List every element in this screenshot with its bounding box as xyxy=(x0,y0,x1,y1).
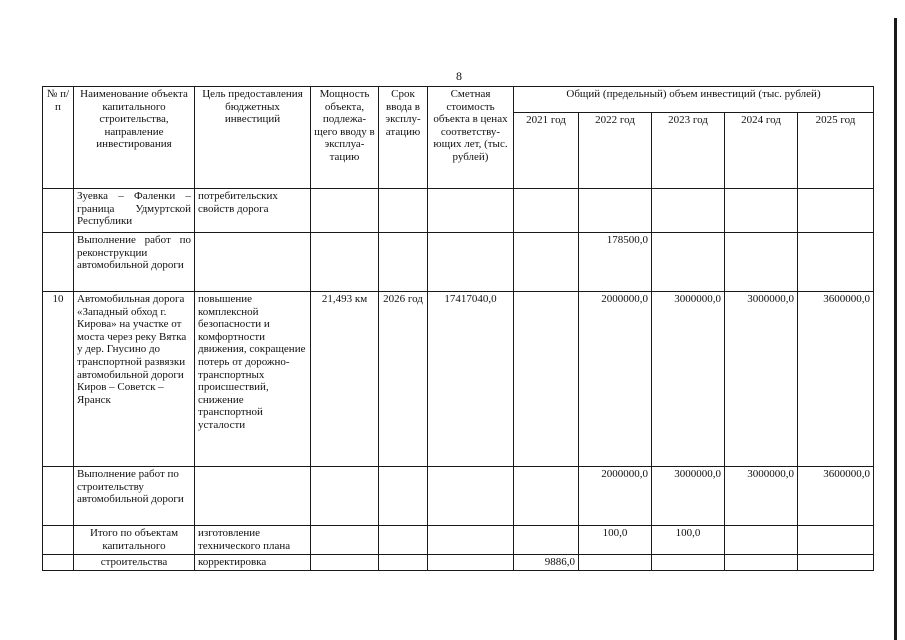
cell-2021 xyxy=(514,233,579,292)
table-row xyxy=(43,467,874,526)
cell-2023 xyxy=(652,189,725,233)
cell-2022 xyxy=(579,189,652,233)
cell-term xyxy=(379,555,428,571)
cell-term xyxy=(379,467,428,526)
table-row xyxy=(43,292,874,467)
cell-capacity xyxy=(311,189,379,233)
cell-name: Автомобильная дорога «Западный обход г. Кирова» на участке от моста через реку Вятка у дер. Гнусино до транспортной развязки автомобильной дороги Киров – Советск – Яранск xyxy=(74,292,195,467)
cell-2024: 3000000,0 xyxy=(725,292,798,467)
cell-2025 xyxy=(798,189,874,233)
header-term: Срок ввода в эксплу-атацию xyxy=(379,87,428,189)
cell-goal xyxy=(195,233,311,292)
cell-num xyxy=(43,526,74,555)
cell-term xyxy=(379,189,428,233)
cell-2024 xyxy=(725,233,798,292)
header-capacity: Мощность объекта, подлежа-щего вводу в эксплуа-тацию xyxy=(311,87,379,189)
cell-2024 xyxy=(725,189,798,233)
page-number: 8 xyxy=(456,69,462,83)
cell-capacity xyxy=(311,233,379,292)
cell-capacity xyxy=(311,555,379,571)
cell-term xyxy=(379,526,428,555)
cell-2025: 3600000,0 xyxy=(798,292,874,467)
header-name: Наименование объекта капитального строительства, направление инвестирования xyxy=(74,87,195,189)
cell-capacity xyxy=(311,467,379,526)
cell-2023: 3000000,0 xyxy=(652,292,725,467)
cell-cost xyxy=(428,555,514,571)
table-row xyxy=(43,233,874,292)
cell-term: 2026 год xyxy=(379,292,428,467)
cell-2023 xyxy=(652,555,725,571)
cell-2023 xyxy=(652,233,725,292)
investment-table xyxy=(42,86,874,571)
cell-num xyxy=(43,233,74,292)
cell-num xyxy=(43,555,74,571)
header-year-2023: 2023 год xyxy=(652,113,725,189)
cell-goal: изготовление технического плана xyxy=(195,526,311,555)
cell-2023: 3000000,0 xyxy=(652,467,725,526)
cell-2021 xyxy=(514,189,579,233)
cell-2022: 178500,0 xyxy=(579,233,652,292)
cell-goal: корректировка xyxy=(195,555,311,571)
cell-2021 xyxy=(514,292,579,467)
cell-2024: 3000000,0 xyxy=(725,467,798,526)
header-year-2024: 2024 год xyxy=(725,113,798,189)
header-num: № п/п xyxy=(43,87,74,189)
cell-name: Зуевка – Фаленки – граница Удмуртской Республики xyxy=(74,189,195,233)
header-goal: Цель предоставления бюджетных инвестиций xyxy=(195,87,311,189)
cell-2025 xyxy=(798,233,874,292)
header-year-2022: 2022 год xyxy=(579,113,652,189)
cell-goal: потребительских свойств дорога xyxy=(195,189,311,233)
cell-2022: 2000000,0 xyxy=(579,292,652,467)
cell-2021: 9886,0 xyxy=(514,555,579,571)
cell-capacity: 21,493 км xyxy=(311,292,379,467)
cell-goal: повышение комплексной безопасности и комфортности движения, сокращение потерь от дорожно-транспортных происшествий, снижение транспортной усталости xyxy=(195,292,311,467)
cell-2022: 100,0 xyxy=(579,526,652,555)
cell-goal xyxy=(195,467,311,526)
cell-cost xyxy=(428,467,514,526)
cell-cost xyxy=(428,233,514,292)
table-row xyxy=(43,555,874,571)
header-cost: Сметная стоимость объекта в ценах соответству-ющих лет, (тыс. рублей) xyxy=(428,87,514,189)
header-year-2021: 2021 год xyxy=(514,113,579,189)
cell-num xyxy=(43,189,74,233)
cell-name: строительства xyxy=(74,555,195,571)
cell-2023: 100,0 xyxy=(652,526,725,555)
cell-term xyxy=(379,233,428,292)
header-investment-group: Общий (предельный) объем инвестиций (тыс. рублей) xyxy=(514,87,874,113)
cell-2021 xyxy=(514,467,579,526)
cell-2024 xyxy=(725,555,798,571)
cell-2024 xyxy=(725,526,798,555)
cell-2025 xyxy=(798,526,874,555)
cell-2021 xyxy=(514,526,579,555)
cell-cost xyxy=(428,189,514,233)
table-row xyxy=(43,526,874,555)
cell-capacity xyxy=(311,526,379,555)
scan-edge-line xyxy=(894,18,897,640)
cell-num: 10 xyxy=(43,292,74,467)
header-year-2025: 2025 год xyxy=(798,113,874,189)
table-row xyxy=(43,189,874,233)
cell-2022: 2000000,0 xyxy=(579,467,652,526)
cell-name: Выполнение работ по строительству автомобильной дороги xyxy=(74,467,195,526)
cell-cost xyxy=(428,526,514,555)
cell-2025 xyxy=(798,555,874,571)
cell-2025: 3600000,0 xyxy=(798,467,874,526)
cell-num xyxy=(43,467,74,526)
cell-name: Итого по объектам капитального xyxy=(74,526,195,555)
cell-name: Выполнение работ по реконструкции автомобильной дороги xyxy=(74,233,195,292)
cell-2022 xyxy=(579,555,652,571)
cell-cost: 17417040,0 xyxy=(428,292,514,467)
